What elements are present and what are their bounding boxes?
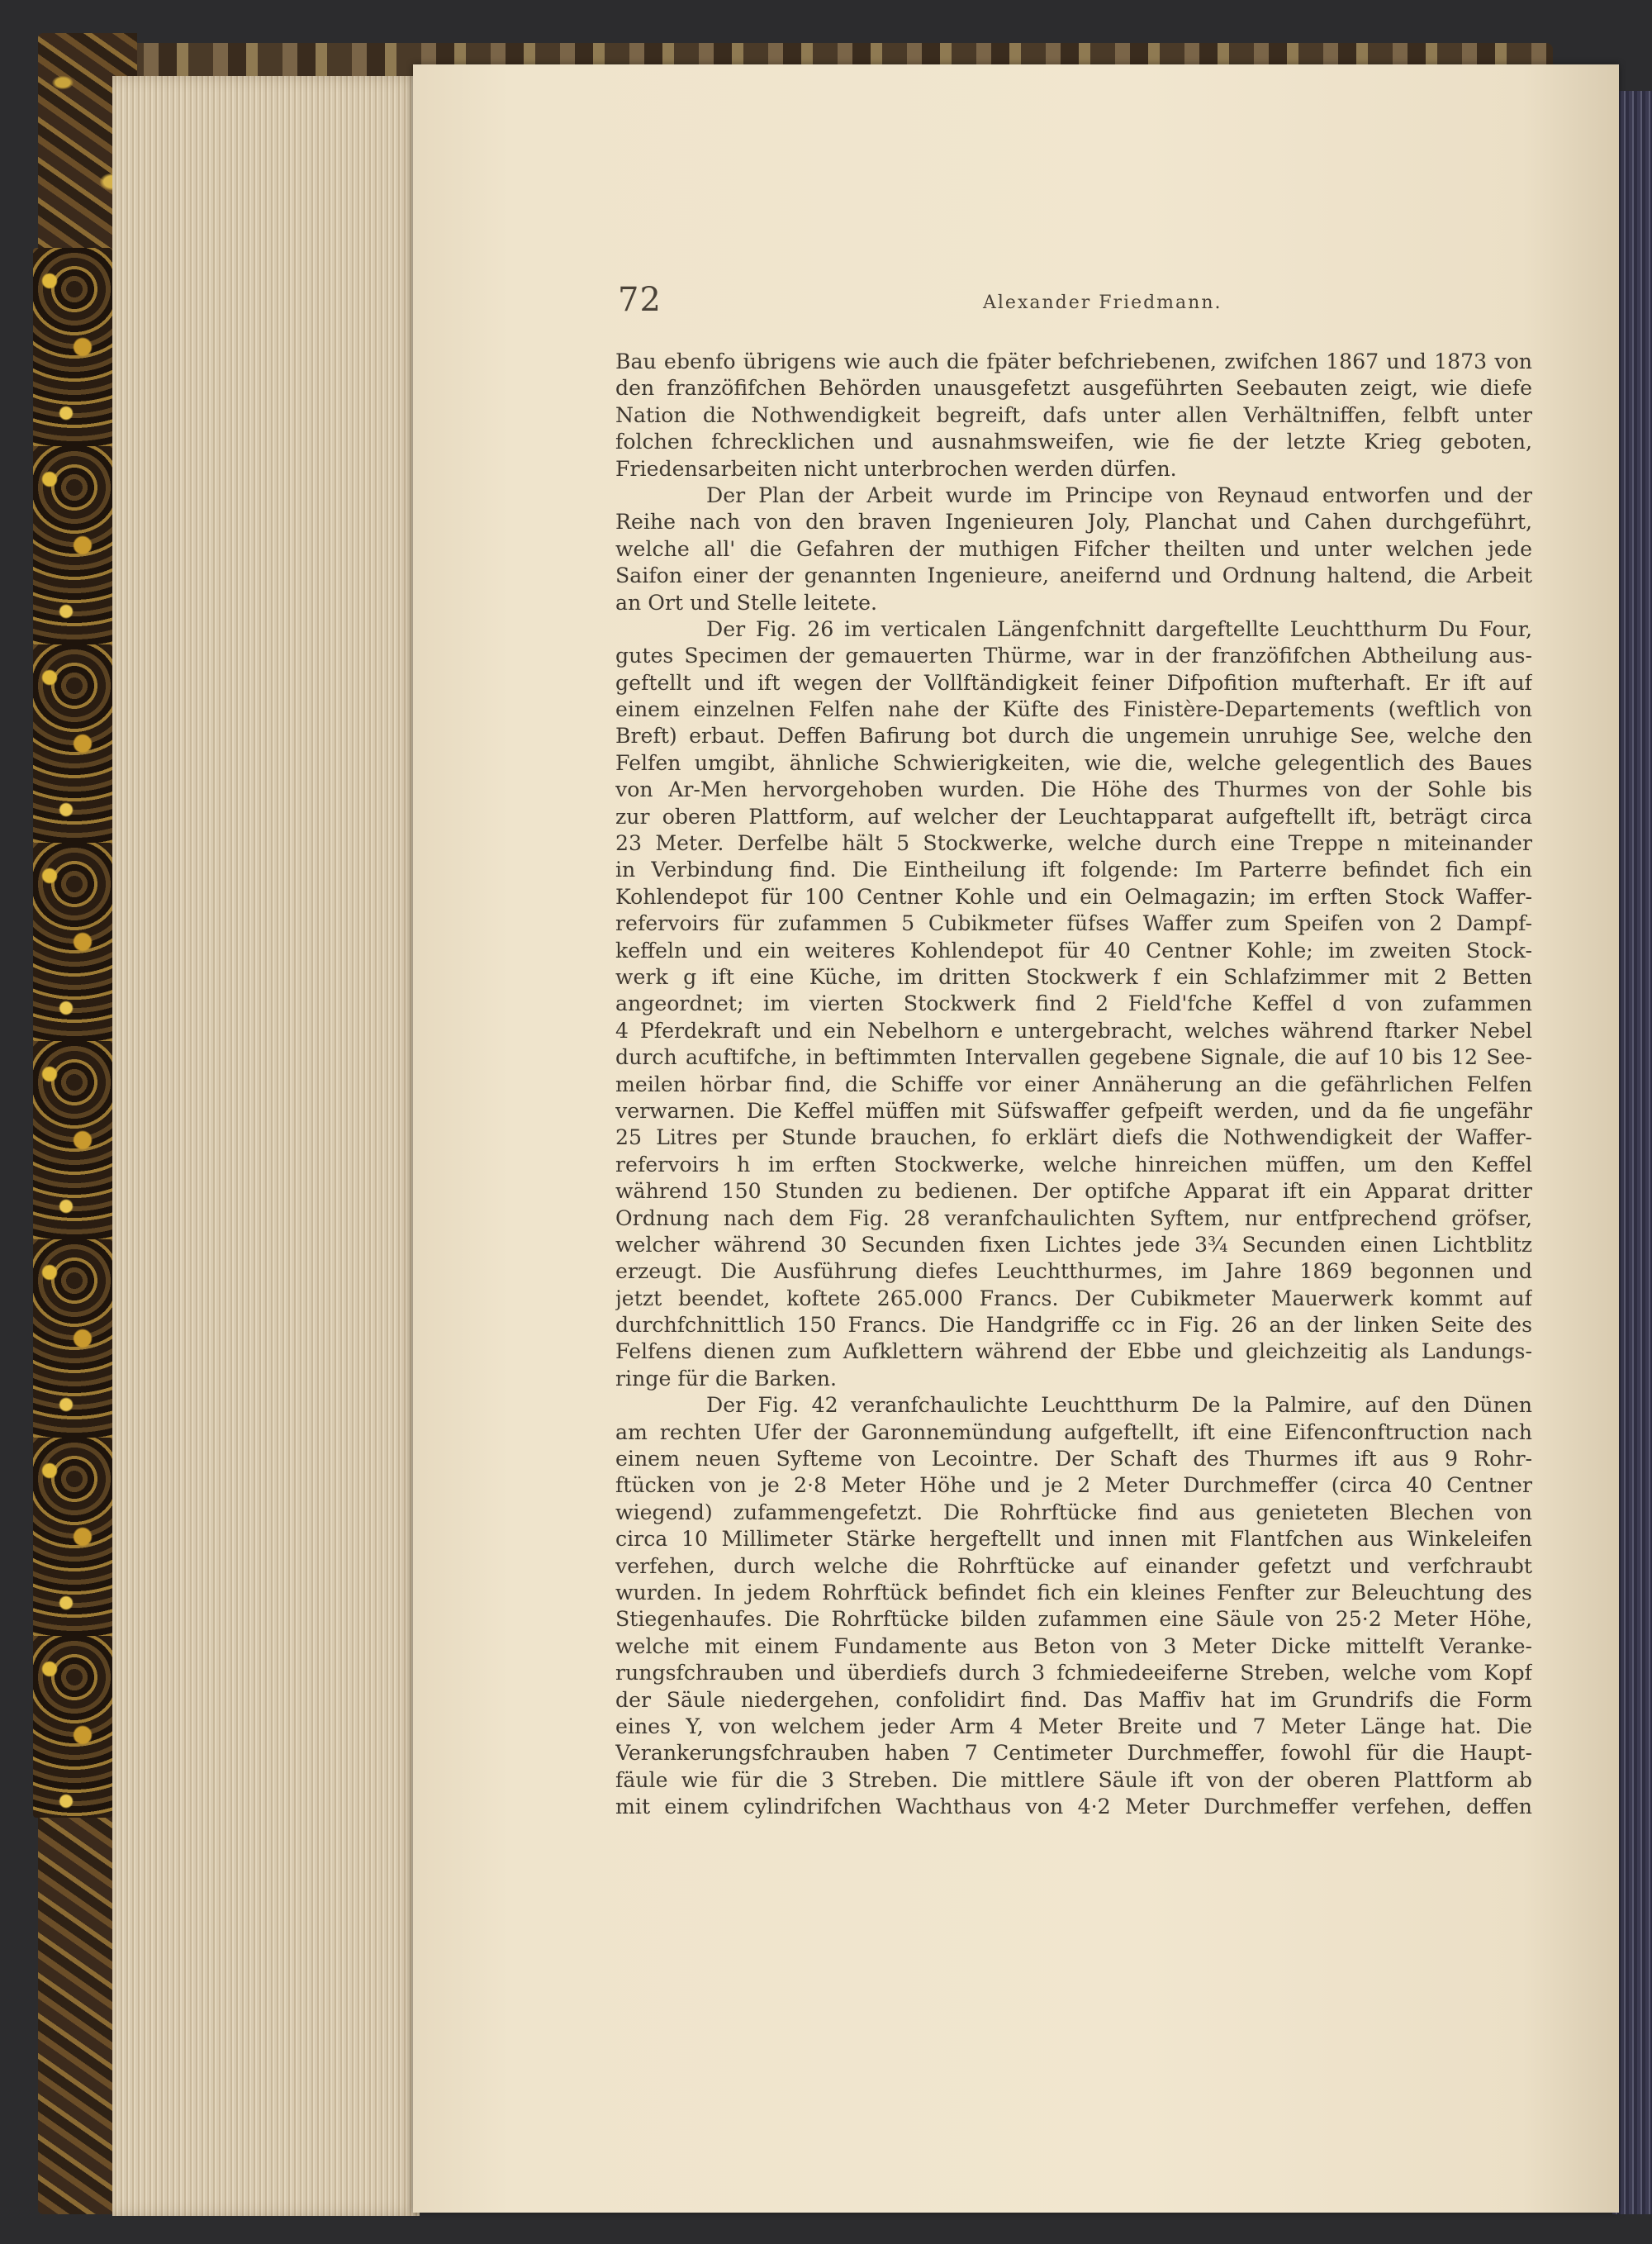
text-line: welche mit einem Fundamente aus Beton von 3 Meter Dicke mittelft Veranke- [615,1633,1532,1658]
text-line: Ordnung nach dem Fig. 28 veranfchaulichten Syftem, nur entfprechend gröfser, [615,1205,1532,1230]
text-line: Stiegenhaufes. Die Rohrftücke bilden zufammen eine Säule von 25·2 Meter Höhe, [615,1607,1532,1632]
text-line: der Säule niedergehen, confolidirt find. Das Maffiv hat im Grundrifs die Form [615,1687,1532,1712]
text-line: werk g ift eine Küche, im dritten Stockwerk f ein Schlafzimmer mit 2 Betten [615,964,1532,989]
running-title: Alexander Friedmann. [983,292,1222,313]
body-text [615,349,1532,1820]
text-line: ringe für die Barken. [615,1366,837,1391]
text-line: refervoirs für zufammen 5 Cubikmeter füfses Waffer zum Speifen von 2 Dampf- [615,911,1532,936]
text-line: 4 Pferdekraft und ein Nebelhorn e untergebracht, welches während ftarker Nebel [615,1018,1532,1043]
text-line: fäule wie für die 3 Streben. Die mittlere Säule ift von der oberen Plattform ab [615,1767,1532,1792]
text-line: eines Y, von welchem jeder Arm 4 Meter Breite und 7 Meter Länge hat. Die [615,1714,1532,1738]
text-line: rungsfchrauben und überdiefs durch 3 fchmiedeeiferne Streben, welche vom Kopf [615,1661,1532,1685]
text-line: refervoirs h im erften Stockwerke, welche hinreichen müffen, um den Keffel [615,1152,1532,1177]
text-line: am rechten Ufer der Garonnemündung aufgeftellt, ift eine Eifenconftruction nach [615,1419,1532,1444]
text-line: wurden. In jedem Rohrftück befindet fich ein kleines Fenfter zur Beleuchtung des [615,1580,1532,1605]
text-line: welcher während 30 Secunden fixen Lichtes jede 3¾ Secunden einen Lichtblitz [615,1232,1532,1257]
running-head [618,281,1229,330]
page-number: 72 [618,281,662,319]
text-line: erzeugt. Die Ausführung diefes Leuchtthurmes, im Jahre 1869 begonnen und [615,1259,1532,1284]
text-line: Der Fig. 26 im verticalen Längenfchnitt dargeftellte Leuchtthurm Du Four, [706,616,1532,641]
text-line: angeordnet; im vierten Stockwerk find 2 Field'fche Keffel d von zufammen [615,991,1532,1016]
text-line: Breft) erbaut. Deffen Bafirung bot durch die ungemein unruhige See, welche den [615,724,1532,749]
text-line: durchfchnittlich 150 Francs. Die Handgriffe cc in Fig. 26 an der linken Seite des [615,1313,1532,1338]
text-line: den franzöfifchen Behörden unausgefetzt ausgeführten Seebauten zeigt, wie diefe [615,376,1532,401]
text-line: an Ort und Stelle leitete. [615,590,878,615]
text-line: zur oberen Plattform, auf welcher der Leuchtapparat aufgeftellt ift, beträgt circa [615,804,1532,829]
text-line: durch acuftifche, in beftimmten Intervallen gegebene Signale, die auf 10 bis 12 See- [615,1045,1532,1070]
text-line: von Ar-Men hervorgehoben wurden. Die Höhe des Thurmes von der Sohle bis [615,777,1532,802]
text-line: geftellt und ift wegen der Vollftändigkeit feiner Difpofition mufterhaft. Er ift auf [615,670,1532,695]
text-line: Saifon einer der genannten Ingenieure, aneifernd und Ordnung haltend, die Arbeit [615,563,1532,588]
text-line: Felfens dienen zum Aufklettern während der Ebbe und gleichzeitig als Landungs- [615,1339,1532,1364]
text-line: gutes Specimen der gemauerten Thürme, war in der franzöfifchen Abtheilung aus- [615,644,1532,668]
marbled-endpaper [33,248,112,1818]
text-line: einem neuen Syfteme von Lecointre. Der Schaft des Thurmes ift aus 9 Rohr- [615,1447,1532,1471]
text-line: wiegend) zufammengefetzt. Die Rohrftücke find aus genieteten Blechen von [615,1500,1532,1524]
text-line: jetzt beendet, koftete 265.000 Francs. Der Cubikmeter Mauerwerk kommt auf [615,1286,1532,1310]
text-line: meilen hörbar find, die Schiffe vor einer Annäherung an die gefährlichen Felfen [615,1072,1532,1096]
text-line: Felfen umgibt, ähnliche Schwierigkeiten, wie die, welche gelegentlich des Baues [615,750,1532,775]
text-line: während 150 Stunden zu bedienen. Der optifche Apparat ift ein Apparat dritter [615,1179,1532,1204]
text-line: verfehen, durch welche die Rohrftücke auf einander gefetzt und verfchraubt [615,1553,1532,1578]
text-line: Der Fig. 42 veranfchaulichte Leuchtthurm De la Palmire, auf den Dünen [706,1393,1532,1418]
text-line: Bau ebenfo übrigens wie auch die fpäter befchriebenen, zwifchen 1867 und 1873 von [615,349,1532,373]
page-block-edges [112,76,420,2216]
text-line: folchen fchrecklichen und ausnahmsweifen, wie fie der letzte Krieg geboten, [615,430,1532,454]
text-line: mit einem cylindrifchen Wachthaus von 4·2 Meter Durchmeffer verfehen, deffen [615,1795,1532,1819]
text-line: ftücken von je 2·8 Meter Höhe und je 2 Meter Durchmeffer (circa 40 Centner [615,1473,1532,1498]
text-line: Verankerungsfchrauben haben 7 Centimeter Durchmeffer, fowohl für die Haupt- [615,1741,1532,1766]
text-line: 25 Litres per Stunde brauchen, fo erklärt diefs die Nothwendigkeit der Waffer- [615,1125,1532,1150]
text-line: Der Plan der Arbeit wurde im Principe von Reynaud entworfen und der [706,483,1532,507]
text-line: keffeln und ein weiteres Kohlendepot für 40 Centner Kohle; im zweiten Stock- [615,938,1532,963]
text-line: Nation die Nothwendigkeit begreift, dafs unter allen Verhältniffen, felbft unter [615,402,1532,427]
text-line: 23 Meter. Derfelbe hält 5 Stockwerke, welche durch eine Treppe n miteinander [615,831,1532,856]
text-line: Friedensarbeiten nicht unterbrochen werden dürfen. [615,456,1177,481]
text-line: Kohlendepot für 100 Centner Kohle und ein Oelmagazin; im erften Stock Waffer- [615,884,1532,909]
text-line: verwarnen. Die Keffel müffen mit Süfswaffer gefpeift werden, und da fie ungefähr [615,1098,1532,1123]
text-line: in Verbindung find. Die Eintheilung ift folgende: Im Parterre befindet fich ein [615,858,1532,882]
text-line: einem einzelnen Felfen nahe der Küfte des Finistère-Departements (weftlich von [615,697,1532,722]
text-line: Reihe nach von den braven Ingenieuren Joly, Planchat und Cahen durchgeführt, [615,510,1532,535]
text-line: welche all' die Gefahren der muthigen Fifcher theilten und unter welchen jede [615,536,1532,561]
text-line: circa 10 Millimeter Stärke hergeftellt und innen mit Flantfchen aus Winkeleifen [615,1527,1532,1552]
